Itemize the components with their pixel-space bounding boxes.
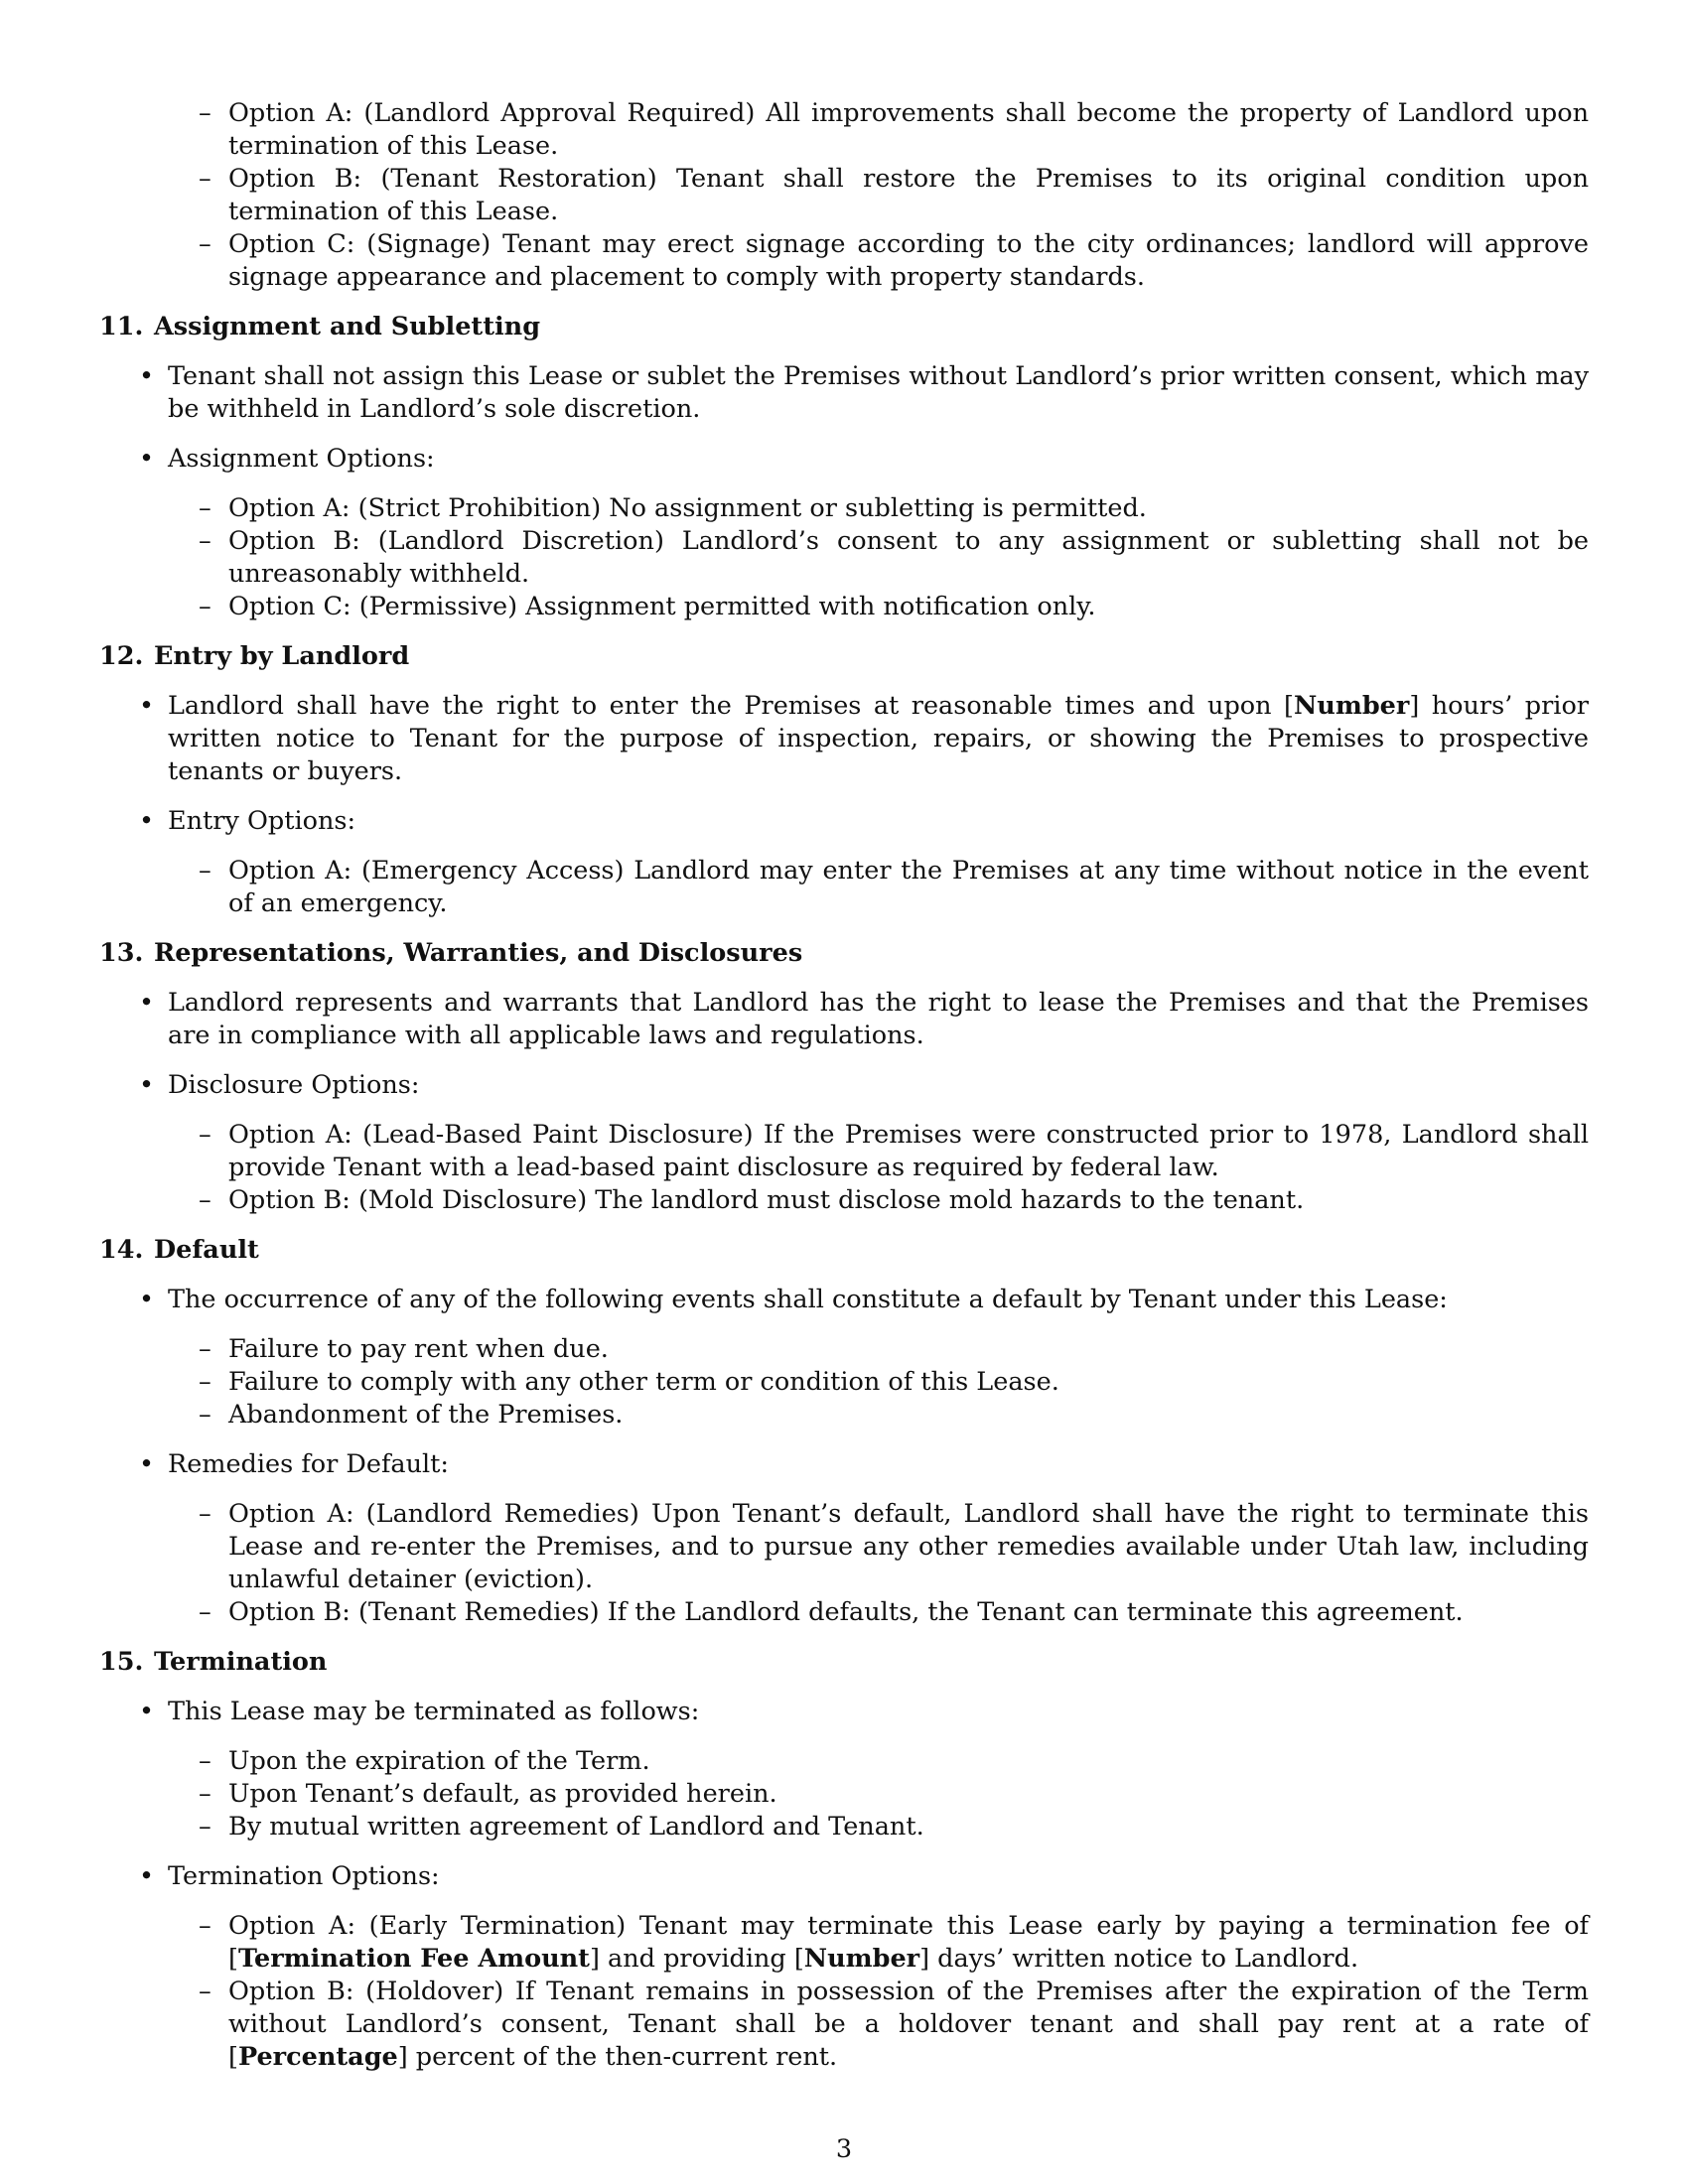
- list-item: – Option B: (Tenant Restoration) Tenant shall restore the Premises to its original condition upon termination of this Lease.: [228, 163, 1589, 228]
- bullet-paragraph: • Landlord represents and warrants that Landlord has the right to lease the Premises and that the Premises are in compliance with all applicable laws and regulations.: [99, 987, 1589, 1052]
- placeholder-number: Number: [1293, 691, 1410, 721]
- list-item: – Failure to comply with any other term or condition of this Lease.: [228, 1366, 1589, 1399]
- list-item: – Failure to pay rent when due.: [228, 1333, 1589, 1366]
- list-item: – By mutual written agreement of Landlord and Tenant.: [228, 1811, 1589, 1843]
- placeholder-number: Number: [803, 1944, 920, 1974]
- list-item: [228, 1910, 1589, 1976]
- document-body: [99, 97, 1589, 2074]
- list-item: – Upon Tenant’s default, as provided herein.: [228, 1778, 1589, 1811]
- section-title: Default: [154, 1235, 259, 1265]
- bullet-options-label: • Entry Options:: [99, 805, 1589, 838]
- bullet-options-label: • Disclosure Options:: [99, 1069, 1589, 1102]
- termination-ways-list: [99, 1745, 1589, 1843]
- list-item: – Option B: (Mold Disclosure) The landlord must disclose mold hazards to the tenant.: [228, 1184, 1589, 1217]
- continued-options-list: [99, 97, 1589, 294]
- list-item: – Option C: (Signage) Tenant may erect signage according to the city ordinances; landlord will approve signage appearance and placement to comply with property standards.: [228, 228, 1589, 294]
- bullet-options-label: • Termination Options:: [99, 1860, 1589, 1893]
- bullet-paragraph: • This Lease may be terminated as follows:: [99, 1696, 1589, 1728]
- placeholder-termination-fee: Termination Fee Amount: [237, 1944, 590, 1974]
- section-heading-11: [99, 311, 1589, 343]
- section-heading-12: [99, 640, 1589, 673]
- section-number: 14.: [99, 1235, 144, 1265]
- list-item: – Option C: (Permissive) Assignment permitted with notification only.: [228, 591, 1589, 623]
- section-title: Representations, Warranties, and Disclosures: [154, 938, 803, 968]
- section-heading-15: [99, 1646, 1589, 1679]
- section-number: 12.: [99, 641, 144, 671]
- list-item: – Upon the expiration of the Term.: [228, 1745, 1589, 1778]
- page-number: 3: [835, 2134, 853, 2164]
- list-item: – Option B: (Tenant Remedies) If the Landlord defaults, the Tenant can terminate this agreement.: [228, 1596, 1589, 1629]
- placeholder-percentage: Percentage: [237, 2042, 398, 2072]
- bullet-paragraph: [99, 690, 1589, 788]
- list-item: [228, 1976, 1589, 2074]
- list-item: – Option A: (Strict Prohibition) No assignment or subletting is permitted.: [228, 492, 1589, 525]
- text-fragment: ] hours’ prior written notice to Tenant for the purpose of inspection, repairs, or showing the Premises to prospective tenants or buyers.: [168, 691, 1589, 786]
- section-number: 13.: [99, 938, 144, 968]
- bullet-paragraph: • The occurrence of any of the following events shall constitute a default by Tenant under this Lease:: [99, 1284, 1589, 1316]
- bullet-options-label: • Assignment Options:: [99, 443, 1589, 476]
- bullet-paragraph: • Tenant shall not assign this Lease or sublet the Premises without Landlord’s prior written consent, which may be withheld in Landlord’s sole discretion.: [99, 360, 1589, 426]
- section-title: Entry by Landlord: [154, 641, 410, 671]
- entry-options-list: [99, 855, 1589, 920]
- list-item: – Option A: (Landlord Approval Required) All improvements shall become the property of Landlord upon termination of this Lease.: [228, 97, 1589, 163]
- section-number: 11.: [99, 312, 144, 341]
- section-title: Assignment and Subletting: [154, 312, 541, 341]
- text-fragment: Landlord shall have the right to enter the Premises at reasonable times and upon [: [168, 691, 1294, 721]
- bullet-options-label: • Remedies for Default:: [99, 1448, 1589, 1481]
- termination-options-list: [99, 1910, 1589, 2074]
- list-item: – Option A: (Lead-Based Paint Disclosure) If the Premises were constructed prior to 1978, Landlord shall provide Tenant with a lead-based paint disclosure as required by federal law.: [228, 1119, 1589, 1184]
- assignment-options-list: [99, 492, 1589, 623]
- list-item: – Option B: (Landlord Discretion) Landlord’s consent to any assignment or subletting shall not be unreasonably withheld.: [228, 525, 1589, 591]
- remedies-options-list: [99, 1498, 1589, 1629]
- text-fragment: Option A: (Early Termination) Tenant may terminate this Lease early by paying a termination fee of [: [228, 1911, 1589, 1974]
- text-fragment: Option B: (Holdover) If Tenant remains in possession of the Premises after the expiration of the Term without Landlord’s consent, Tenant shall be a holdover tenant and shall pay rent at a rate of [: [228, 1977, 1589, 2072]
- section-heading-13: [99, 937, 1589, 970]
- section-title: Termination: [154, 1647, 328, 1677]
- list-item: – Option A: (Emergency Access) Landlord may enter the Premises at any time without notice in the event of an emergency.: [228, 855, 1589, 920]
- section-heading-14: [99, 1234, 1589, 1267]
- section-number: 15.: [99, 1647, 144, 1677]
- text-fragment: ] days’ written notice to Landlord.: [919, 1944, 1359, 1974]
- text-fragment: ] and providing [: [589, 1944, 804, 1974]
- list-item: – Abandonment of the Premises.: [228, 1399, 1589, 1432]
- disclosure-options-list: [99, 1119, 1589, 1217]
- list-item: – Option A: (Landlord Remedies) Upon Tenant’s default, Landlord shall have the right to terminate this Lease and re-enter the Premises, and to pursue any other remedies available under Utah law, including unlawful detainer (eviction).: [228, 1498, 1589, 1596]
- default-events-list: [99, 1333, 1589, 1432]
- text-fragment: ] percent of the then-current rent.: [397, 2042, 838, 2072]
